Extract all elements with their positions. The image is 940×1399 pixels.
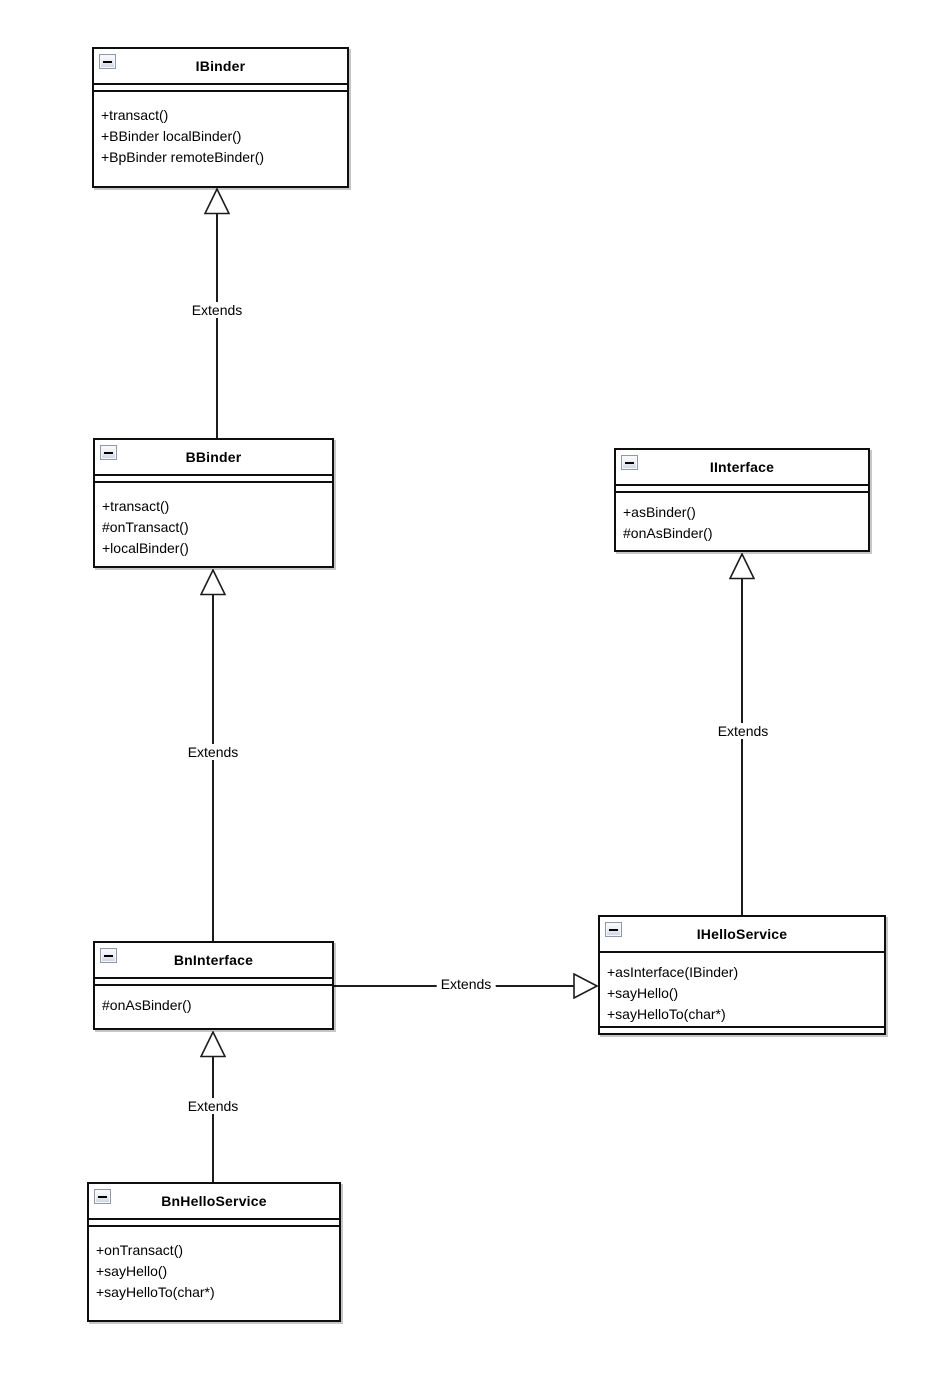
edge-bnhelloservice-bninterface — [212, 1056, 214, 1182]
attributes-compartment — [94, 85, 347, 92]
class-title: IBinder — [195, 58, 246, 74]
class-bbinder[interactable] — [93, 438, 334, 568]
class-ibinder[interactable] — [92, 47, 349, 188]
method-item: +transact() — [101, 107, 169, 123]
method-item: +asBinder() — [623, 504, 696, 520]
class-bnhelloservice-titlebar — [89, 1184, 339, 1220]
method-item: #onTransact() — [102, 519, 189, 535]
inheritance-arrow-up-bbinder — [200, 569, 226, 596]
method-item: #onAsBinder() — [623, 525, 713, 541]
inheritance-arrow-up-ibinder — [204, 188, 230, 215]
edge-label-extends-2: Extends — [184, 744, 243, 760]
minus-icon — [609, 929, 618, 931]
edge-label-extends-1: Extends — [188, 302, 247, 318]
class-bbinder-titlebar — [95, 440, 332, 476]
class-ihelloservice[interactable] — [598, 915, 886, 1035]
class-title: BnInterface — [173, 952, 254, 968]
minus-icon — [104, 955, 113, 957]
attributes-compartment — [95, 979, 332, 986]
edge-bninterface-bbinder — [212, 595, 214, 941]
method-item: +localBinder() — [102, 540, 189, 556]
collapse-icon[interactable] — [100, 445, 117, 460]
edge-bbinder-ibinder — [216, 214, 218, 438]
class-title: IHelloService — [696, 926, 788, 942]
minus-icon — [104, 452, 113, 454]
inheritance-arrow-up-iinterface — [729, 553, 755, 580]
class-iinterface[interactable] — [614, 448, 870, 552]
method-item: +BpBinder remoteBinder() — [101, 149, 265, 165]
inheritance-arrow-right-ihelloservice — [573, 973, 598, 999]
attributes-compartment — [89, 1220, 339, 1227]
edge-label-extends-4: Extends — [714, 723, 773, 739]
class-ihelloservice-titlebar — [600, 917, 884, 953]
inheritance-arrow-up-bninterface — [200, 1031, 226, 1058]
collapse-icon[interactable] — [94, 1189, 111, 1204]
edge-label-extends-5: Extends — [437, 976, 496, 992]
method-item: +asInterface(IBinder) — [607, 964, 739, 980]
method-item: +onTransact() — [96, 1242, 184, 1258]
collapse-icon[interactable] — [100, 948, 117, 963]
method-item: +BBinder localBinder() — [101, 128, 242, 144]
collapse-icon[interactable] — [621, 455, 638, 470]
attributes-compartment — [600, 1026, 884, 1033]
method-item: #onAsBinder() — [102, 997, 192, 1013]
class-bninterface[interactable] — [93, 941, 334, 1030]
class-title: BBinder — [185, 449, 242, 465]
methods-compartment — [95, 986, 332, 1028]
class-ibinder-titlebar — [94, 49, 347, 85]
methods-compartment — [94, 92, 347, 186]
attributes-compartment — [95, 476, 332, 483]
class-bnhelloservice[interactable] — [87, 1182, 341, 1322]
method-item: +transact() — [102, 498, 170, 514]
edge-label-extends-3: Extends — [184, 1098, 243, 1114]
method-item: +sayHelloTo(char*) — [96, 1284, 215, 1300]
methods-compartment — [89, 1227, 339, 1320]
method-item: +sayHello() — [96, 1263, 168, 1279]
edge-ihelloservice-iinterface — [741, 578, 743, 915]
methods-compartment — [616, 493, 868, 550]
method-item: +sayHelloTo(char*) — [607, 1006, 726, 1022]
class-iinterface-titlebar — [616, 450, 868, 486]
minus-icon — [625, 462, 634, 464]
minus-icon — [103, 61, 112, 63]
methods-compartment — [600, 953, 884, 1026]
class-bninterface-titlebar — [95, 943, 332, 979]
class-title: IInterface — [709, 459, 775, 475]
methods-compartment — [95, 483, 332, 566]
collapse-icon[interactable] — [605, 922, 622, 937]
class-title: BnHelloService — [161, 1193, 267, 1209]
attributes-compartment — [616, 486, 868, 493]
minus-icon — [98, 1196, 107, 1198]
method-item: +sayHello() — [607, 985, 679, 1001]
collapse-icon[interactable] — [99, 54, 116, 69]
